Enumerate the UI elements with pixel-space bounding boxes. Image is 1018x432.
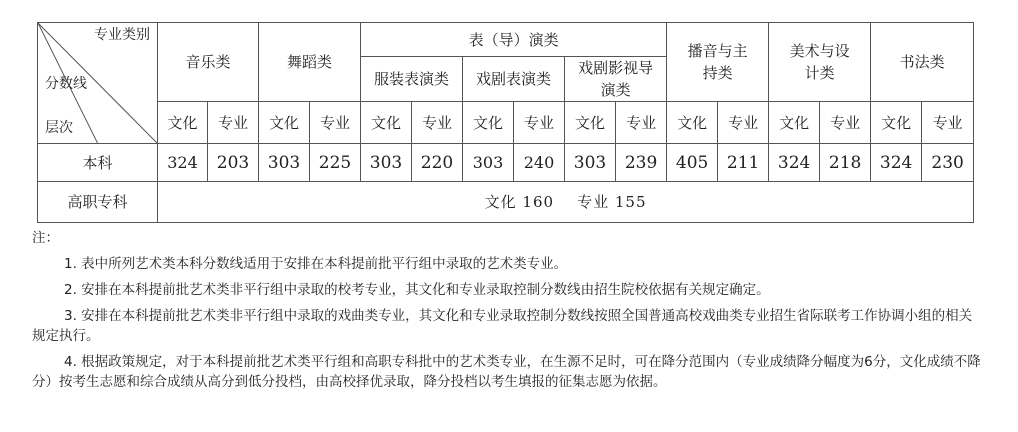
header-film-directing: 戏剧影视导演类 — [565, 57, 667, 102]
header-performance: 表（导）演类 — [361, 23, 667, 57]
sub-wenhua: 文化 — [158, 102, 208, 144]
note-item-2: 2. 安排在本科提前批艺术类非平行组中录取的校考专业，其文化和专业录取控制分数线由招生院校依据有关规定确定。 — [64, 282, 770, 298]
sub-wenhua: 文化 — [769, 102, 820, 144]
sub-wenhua: 文化 — [871, 102, 922, 144]
sub-zhuanye: 专业 — [718, 102, 769, 144]
sub-wenhua: 文化 — [667, 102, 718, 144]
score-cell: 225 — [310, 144, 361, 182]
score-cell: 303 — [259, 144, 310, 182]
score-cell: 203 — [208, 144, 259, 182]
notes-section — [32, 228, 982, 398]
sub-zhuanye: 专业 — [310, 102, 361, 144]
score-cell: 324 — [769, 144, 820, 182]
header-drama: 戏剧表演类 — [463, 57, 565, 102]
header-calligraphy: 书法类 — [871, 23, 974, 102]
sub-wenhua: 文化 — [361, 102, 412, 144]
score-cell: 218 — [820, 144, 871, 182]
note-item-3: 3. 安排在本科提前批艺术类非平行组中录取的戏曲类专业，其文化和专业录取控制分数线按照全国普通高校戏曲类专业招生省际联考工作协调小组的相关规定执行。 — [32, 308, 973, 344]
row-label-benke: 本科 — [38, 144, 158, 182]
header-art-design: 美术与设计类 — [769, 23, 871, 102]
note-item-1: 1. 表中所列艺术类本科分数线适用于安排在本科提前批平行组中录取的艺术类专业。 — [64, 256, 568, 272]
score-cell: 303 — [463, 144, 514, 182]
sub-zhuanye: 专业 — [514, 102, 565, 144]
sub-wenhua: 文化 — [259, 102, 310, 144]
sub-wenhua: 文化 — [463, 102, 514, 144]
score-cell: 405 — [667, 144, 718, 182]
sub-zhuanye: 专业 — [922, 102, 974, 144]
score-cell: 303 — [565, 144, 616, 182]
corner-label-category: 专业类别 — [94, 27, 150, 43]
corner-header-cell — [38, 23, 158, 144]
score-cell: 324 — [871, 144, 922, 182]
score-cell: 240 — [514, 144, 565, 182]
note-item-4: 4. 根据政策规定，对于本科提前批艺术类平行组和高职专科批中的艺术类专业，在生源不足时，可在降分范围内（专业成绩降分幅度为6分，文化成绩不降分）按考生志愿和综合成绩从高分到低分投档，由高校择优录取，降分投档以考生填报的征集志愿为依据。 — [32, 354, 981, 390]
corner-label-level: 层次 — [45, 120, 73, 136]
gaozhi-score-cell: 文化 160 专业 155 — [158, 182, 974, 223]
score-cell: 230 — [922, 144, 974, 182]
notes-title: 注： — [32, 230, 59, 246]
table-row-benke — [38, 144, 974, 182]
header-broadcast: 播音与主持类 — [667, 23, 769, 102]
header-costume: 服装表演类 — [361, 57, 463, 102]
table-row-gaozhi — [38, 182, 974, 223]
score-cell: 324 — [158, 144, 208, 182]
sub-zhuanye: 专业 — [616, 102, 667, 144]
corner-label-score-line: 分数线 — [45, 76, 87, 92]
score-cell: 220 — [412, 144, 463, 182]
score-table — [37, 22, 974, 223]
header-music: 音乐类 — [158, 23, 259, 102]
sub-wenhua: 文化 — [565, 102, 616, 144]
sub-zhuanye: 专业 — [412, 102, 463, 144]
score-cell: 211 — [718, 144, 769, 182]
score-cell: 303 — [361, 144, 412, 182]
sub-zhuanye: 专业 — [820, 102, 871, 144]
score-cell: 239 — [616, 144, 667, 182]
sub-zhuanye: 专业 — [208, 102, 259, 144]
row-label-gaozhi: 高职专科 — [38, 182, 158, 223]
header-dance: 舞蹈类 — [259, 23, 361, 102]
